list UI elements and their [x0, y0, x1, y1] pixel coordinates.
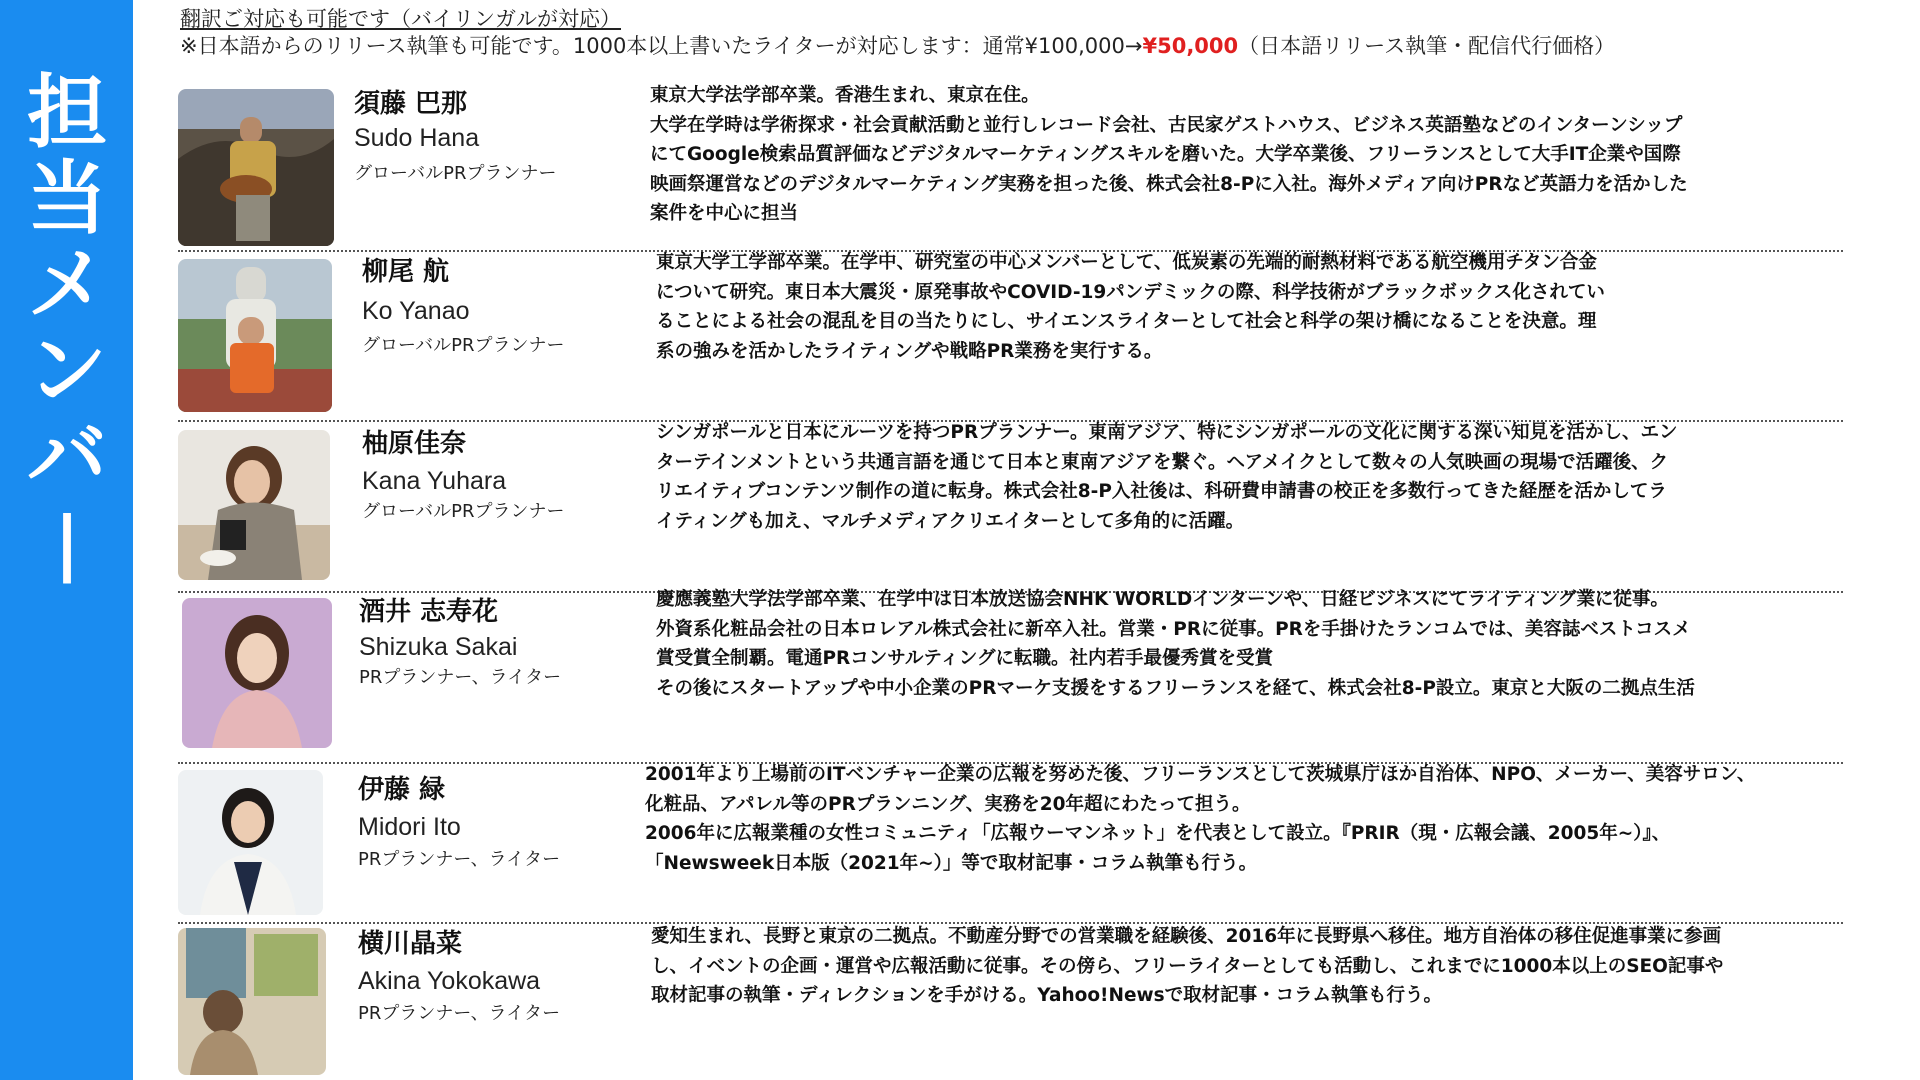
- member-photo: [178, 430, 330, 580]
- bio-line: 系の強みを活かしたライティングや戦略PR業務を実行する。: [656, 340, 1163, 362]
- bio-line: その後にスタートアップや中小企業のPRマーケ支援をするフリーランスを経て、株式会社8-P設立。東京と大阪の二拠点生活: [656, 677, 1695, 699]
- sidebar-title-text: [0, 0, 1, 1]
- bio-line: 2006年に広報業種の女性コミュニティ「広報ウーマンネット」を代表として設立。『PRIR（現・広報会議、2005年~）』、: [645, 823, 1671, 844]
- bio-line: にてGoogle検索品質評価などデジタルマーケティングスキルを磨いた。大学卒業後、フリーランスとして大手IT企業や国際: [650, 144, 1681, 165]
- member-photo: [178, 89, 334, 246]
- member-bio: [645, 760, 1755, 878]
- sidebar-title-char: メ: [27, 238, 107, 331]
- member-name-en: Shizuka Sakai: [359, 633, 518, 661]
- member-bio: [651, 922, 1723, 1011]
- member-bio: [656, 248, 1605, 366]
- bio-line: 映画祭運営などのデジタルマーケティング実務を担った後、株式会社8-Pに入社。海外メディア向けPRなど英語力を活かした: [650, 173, 1688, 195]
- member-role: PRプランナー、ライター: [359, 667, 562, 688]
- member-name-jp: 横川晶菜: [358, 929, 463, 959]
- member-role: グローバルPRプランナー: [362, 501, 565, 522]
- sidebar: [0, 0, 133, 1080]
- bio-line: イティングも加え、マルチメディアクリエイターとして多角的に活躍。: [656, 510, 1245, 532]
- bio-line: 2001年より上場前のITベンチャー企業の広報を努めた後、フリーランスとして茨城県庁ほか自治体、NPO、メーカー、美容サロン、: [645, 764, 1756, 785]
- bio-line: 愛知生まれ、長野と東京の二拠点。不動産分野での営業職を経験後、2016年に長野県へ移住。地方自治体の移住促進事業に参画: [651, 926, 1722, 947]
- member-role: PRプランナー、ライター: [358, 849, 561, 870]
- sidebar-title-char: |: [54, 502, 80, 584]
- bio-line: リエイティブコンテンツ制作の道に転身。株式会社8-P入社後は、科研費申請書の校正を多数行ってきた経歴を活かしてラ: [656, 481, 1667, 502]
- bio-line: ることによる社会の混乱を目の当たりにし、サイエンスライターとして社会と科学の架け橋になることを決意。理: [656, 311, 1597, 332]
- bio-line: 外資系化粧品会社の日本ロレアル株式会社に新卒入社。営業・PRに従事。PRを手掛けたランコムでは、美容誌ベストコスメ: [656, 618, 1691, 640]
- bio-line: 東京大学法学部卒業。香港生まれ、東京在住。: [650, 85, 1040, 106]
- member-photo: [178, 259, 332, 412]
- sidebar-title: [22, 66, 112, 586]
- bio-line: 案件を中心に担当: [650, 203, 799, 224]
- bio-line: 慶應義塾大学法学部卒業、在学中は日本放送協会NHK WORLDインターンや、日経ビジネスにてライティング業に従事。: [656, 589, 1669, 610]
- member-name-en: Midori Ito: [358, 813, 461, 841]
- member-name-en: Sudo Hana: [354, 124, 480, 152]
- member-row: [178, 422, 1858, 588]
- bio-line: 「Newsweek日本版（2021年~）」等で取材記事・コラム執筆も行う。: [645, 852, 1258, 874]
- member-photo: [182, 598, 332, 748]
- member-bio: [656, 585, 1695, 703]
- member-name-en: Kana Yuhara: [362, 467, 507, 495]
- bio-line: 化粧品、アパレル等のPRプランニング、実務を20年超にわたって担う。: [645, 793, 1251, 815]
- notice-writing-text: ※日本語からのリリース執筆も可能です。1000本以上書いたライターが対応します：通常¥100,000→: [180, 34, 1143, 58]
- notice-writing: [180, 33, 1615, 59]
- member-row: [178, 764, 1858, 920]
- bio-line: について研究。東日本大震災・原発事故やCOVID-19パンデミックの際、科学技術がブラックボックス化されてい: [656, 281, 1605, 303]
- notice-writing-suffix: （日本語リリース執筆・配信代行価格）: [1238, 34, 1616, 58]
- member-row: [178, 928, 1858, 1078]
- member-photo: [178, 770, 323, 915]
- sidebar-title-char: バ: [27, 410, 107, 503]
- bio-line: シンガポールと日本にルーツを持つPRプランナー。東南アジア、特にシンガポールの文化に関する深い知見を活かし、エン: [656, 422, 1678, 443]
- member-role: グローバルPRプランナー: [354, 163, 557, 184]
- notice-price: ¥50,000: [1142, 34, 1239, 58]
- member-name-jp: 柳尾 航: [362, 257, 450, 287]
- member-role: PRプランナー、ライター: [358, 1003, 561, 1024]
- member-photo: [178, 928, 326, 1075]
- sidebar-title-char: 当: [27, 152, 107, 245]
- member-name-jp: 須藤 巴那: [354, 89, 468, 119]
- bio-line: 取材記事の執筆・ディレクションを手がける。Yahoo!Newsで取材記事・コラム執筆も行う。: [651, 985, 1442, 1006]
- bio-line: ターテインメントという共通言語を通じて日本と東南アジアを繋ぐ。ヘアメイクとして数々の人気映画の現場で活躍後、ク: [656, 451, 1669, 473]
- bio-line: し、イベントの企画・運営や広報活動に従事。その傍ら、フリーライターとしても活動し、これまでに1000本以上のSEO記事や: [651, 955, 1724, 977]
- member-name-jp: 伊藤 緑: [358, 775, 446, 805]
- sidebar-title-char: ン: [27, 324, 107, 417]
- member-bio: [650, 81, 1688, 229]
- member-bio: [656, 418, 1677, 536]
- notice-translation: 翻訳ご対応も可能です（バイリンガルが対応）: [180, 7, 621, 31]
- member-name-en: Ko Yanao: [362, 297, 470, 325]
- member-row: [178, 85, 1858, 248]
- member-role: グローバルPRプランナー: [362, 335, 565, 356]
- member-row: [178, 589, 1858, 758]
- member-name-jp: 酒井 志寿花: [359, 597, 499, 627]
- member-name-en: Akina Yokokawa: [358, 967, 541, 995]
- bio-line: 大学在学時は学術探求・社会貢献活動と並行しレコード会社、古民家ゲストハウス、ビジネス英語塾などのインターンシップ: [650, 114, 1683, 136]
- bio-line: 賞受賞全制覇。電通PRコンサルティングに転職。社内若手最優秀賞を受賞: [656, 648, 1274, 669]
- member-row: [178, 252, 1858, 416]
- sidebar-title-char: 担: [27, 66, 107, 159]
- member-name-jp: 柚原佳奈: [362, 429, 467, 459]
- bio-line: 東京大学工学部卒業。在学中、研究室の中心メンバーとして、低炭素の先端的耐熱材料である航空機用チタン合金: [656, 252, 1597, 273]
